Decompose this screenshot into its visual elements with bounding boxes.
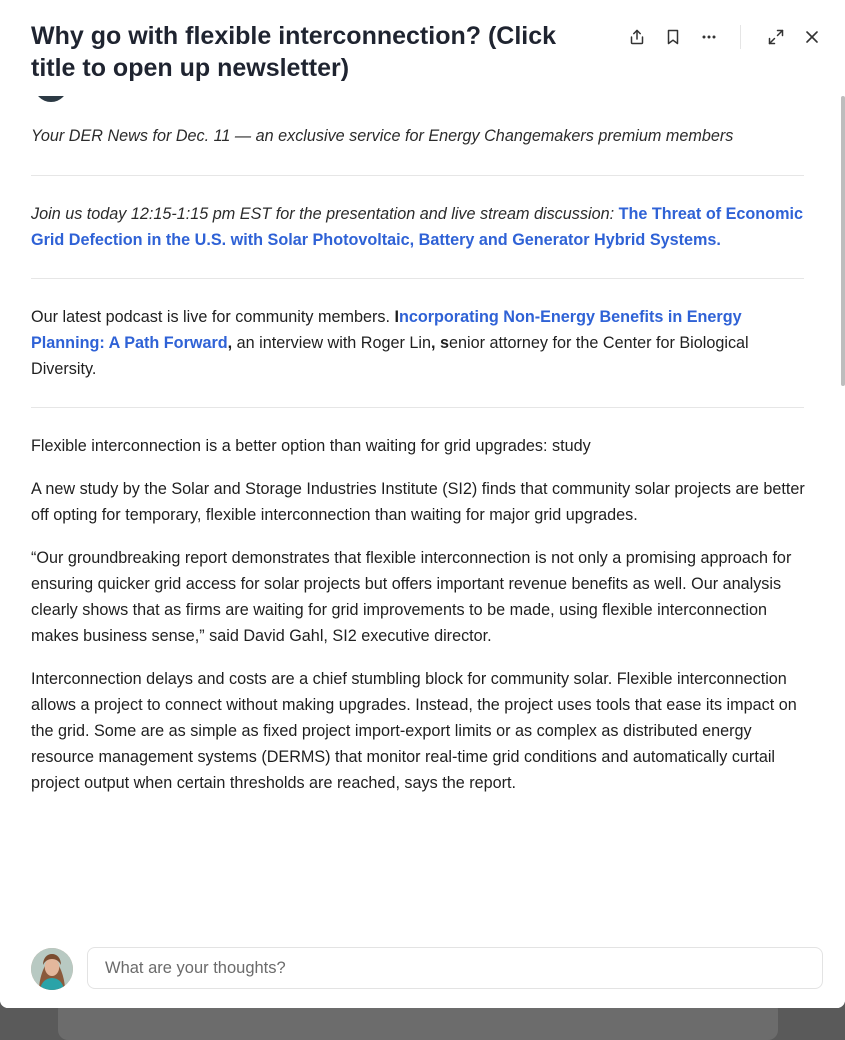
article-body[interactable] [31,96,806,936]
toolbar-separator [740,25,741,49]
podcast-lead: Our latest podcast is live for community members. [31,308,395,326]
scrollbar[interactable] [841,96,845,386]
podcast-comma-2: , [431,334,436,352]
story-paragraph: A new study by the Solar and Storage Industries Institute (SI2) finds that community solar projects are better off opting for temporary, flexible interconnection than waiting for major grid upgrades. [31,480,805,524]
more-button[interactable] [696,24,722,50]
podcast-s: s [435,334,450,352]
post-header [0,0,845,96]
podcast-comma: , [227,334,233,352]
podcast-link[interactable]: ncorporating Non-Energy Benefits in Energy Planning: A Path Forward [31,308,742,352]
expand-icon [767,28,785,46]
article-intro: Your DER News for Dec. 11 — an exclusive service for Energy Changemakers premium members [31,127,734,145]
divider [31,175,804,176]
podcast-tail: enior attorney for the Center for Biological Diversity. [31,334,749,378]
close-button[interactable] [799,24,825,50]
user-avatar-icon [31,948,73,990]
bookmark-icon [664,28,682,46]
event-paragraph [31,201,806,253]
podcast-paragraph [31,304,806,382]
more-icon [700,28,718,46]
post-title[interactable]: Why go with flexible interconnection? (Click title to open up newsletter) [31,22,557,82]
bookmark-button[interactable] [660,24,686,50]
share-button[interactable] [624,24,650,50]
divider [31,407,804,408]
divider [31,278,804,279]
story-headline: Flexible interconnection is a better option than waiting for grid upgrades: study [31,437,591,455]
event-lead: Join us today 12:15-1:15 pm EST for the presentation and live stream discussion: [31,205,619,223]
event-link[interactable]: The Threat of Economic Grid Defection in the U.S. with Solar Photovoltaic, Battery and Generator Hybrid Systems. [31,205,803,249]
close-icon [803,28,821,46]
comment-bar [0,936,845,1008]
podcast-mid: an interview with Roger Lin [232,334,431,352]
avatar [31,948,73,990]
comment-input[interactable] [87,947,823,989]
podcast-link-initial: I [394,308,399,326]
post-toolbar [614,24,825,50]
share-icon [628,28,646,46]
story-paragraph: “Our groundbreaking report demonstrates that flexible interconnection is not only a promising approach for ensuring quicker grid access for solar projects but offers important revenue benefits as well. Our analysis clearly shows that as firms are waiting for grid improvements to be made, using flexible interconnection makes business sense,” said David Gahl, SI2 executive director. [31,549,792,645]
expand-button[interactable] [763,24,789,50]
story-paragraph: Interconnection delays and costs are a chief stumbling block for community solar. Flexible interconnection allows a project to connect without making upgrades. Instead, the project uses tools that ease its impact on the grid. Some are as simple as fixed project import-export limits or as complex as distributed energy resource management systems (DERMS) that monitor real-time grid conditions and automatically curtail project output when certain thresholds are reached, says the report. [31,670,797,792]
